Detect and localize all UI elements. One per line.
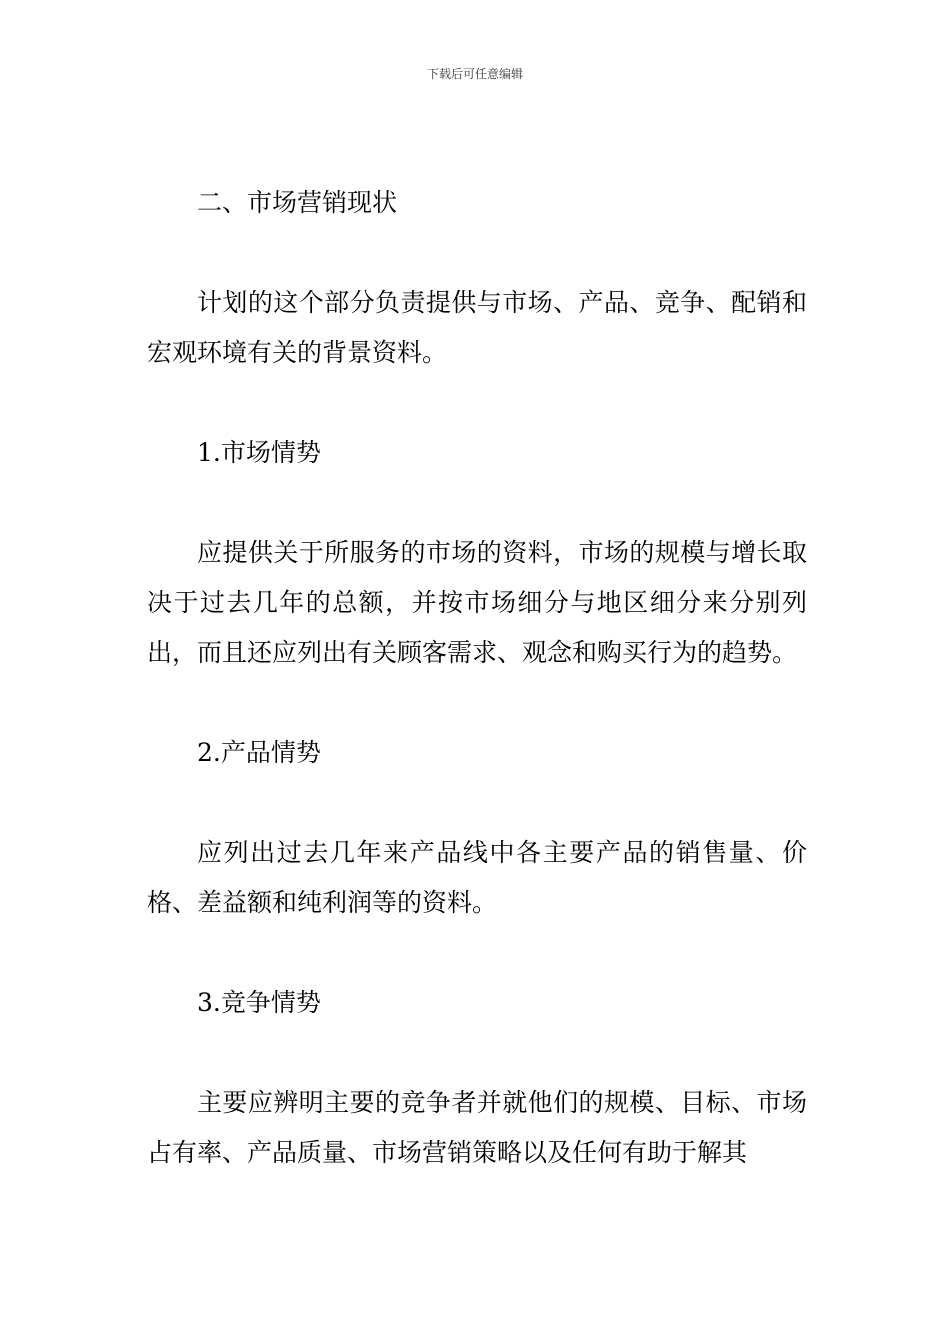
header-note: 下载后可任意编辑 xyxy=(426,67,523,81)
paragraph-gap xyxy=(147,478,807,528)
paragraph-gap xyxy=(147,778,807,828)
paragraph-gap xyxy=(147,378,807,428)
subsection-heading-market: 1.市场情势 xyxy=(197,438,321,467)
subsection-heading-competition: 3.竞争情势 xyxy=(197,988,321,1017)
paragraph-gap xyxy=(147,928,807,978)
market-paragraph: 应提供关于所服务的市场的资料，市场的规模与增长取决于过去几年的总额，并按市场细分与地区细分来分别列出，而且还应列出有关顾客需求、观念和购买行为的趋势。 xyxy=(147,538,807,667)
intro-paragraph: 计划的这个部分负责提供与市场、产品、竞争、配销和宏观环境有关的背景资料。 xyxy=(147,288,807,367)
product-paragraph: 应列出过去几年来产品线中各主要产品的销售量、价格、差益额和纯利润等的资料。 xyxy=(147,838,807,917)
section-title: 二、市场营销现状 xyxy=(197,188,398,217)
paragraph-gap xyxy=(147,228,807,278)
paragraph-gap xyxy=(147,678,807,728)
subsection-heading-product: 2.产品情势 xyxy=(197,738,321,767)
paragraph-gap xyxy=(147,1028,807,1078)
competition-paragraph: 主要应辨明主要的竞争者并就他们的规模、目标、市场占有率、产品质量、市场营销策略以及任何有助于解其 xyxy=(147,1088,807,1167)
document-body xyxy=(147,178,807,1178)
